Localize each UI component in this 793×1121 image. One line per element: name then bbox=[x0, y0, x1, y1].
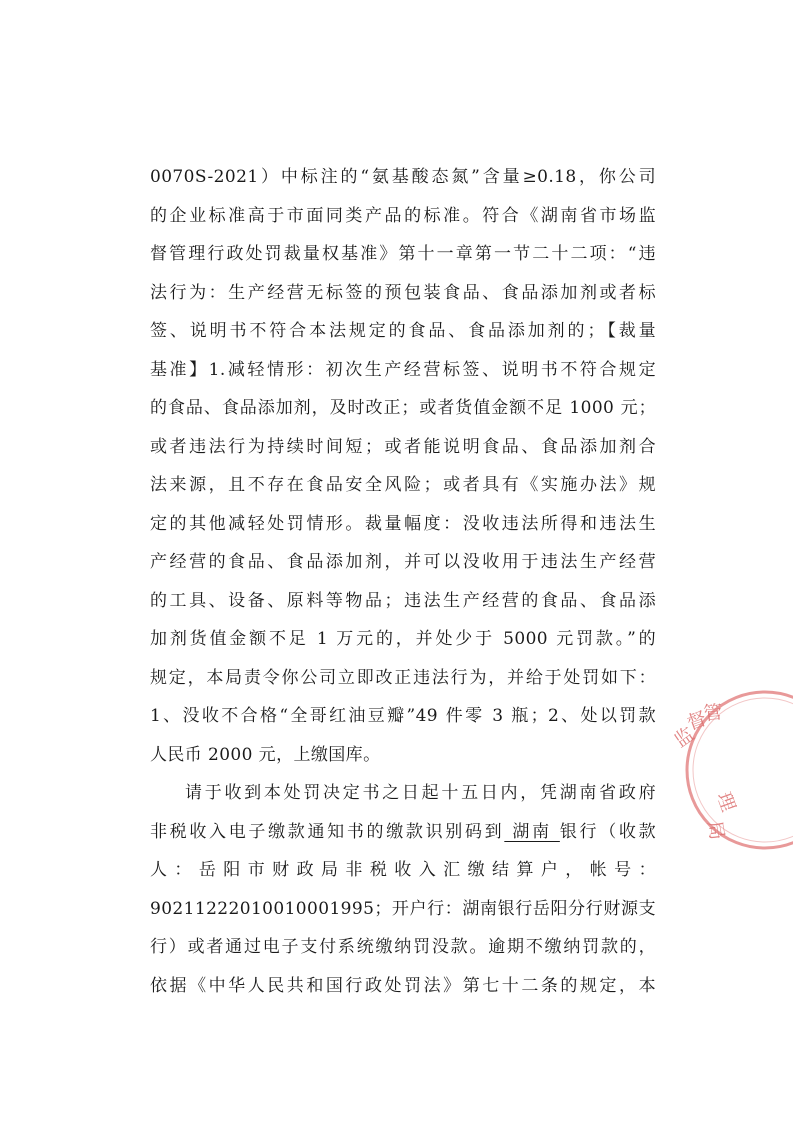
text-line: 基准】1.减轻情形：初次生产经营标签、说明书不符合规定 bbox=[150, 359, 656, 380]
svg-text:督: 督 bbox=[684, 707, 710, 735]
paragraph-penalty-basis bbox=[150, 158, 656, 774]
text-line: 人民币 2000 元，上缴国库。 bbox=[150, 744, 381, 765]
text-segment: 非税收入电子缴款通知书的缴款识别码到 bbox=[150, 821, 505, 842]
document-body bbox=[150, 158, 656, 1005]
svg-text:监: 监 bbox=[670, 723, 699, 753]
svg-text:局: 局 bbox=[703, 819, 729, 842]
text-line: 人：岳阳市财政局非税收入汇缴结算户，帐号： bbox=[150, 860, 656, 880]
text-line: 加剂货值金额不足 1 万元的，并处少于 5000 元罚款。”的 bbox=[150, 629, 656, 649]
svg-text:理: 理 bbox=[712, 789, 740, 815]
text-line: 依据《中华人民共和国行政处罚法》第七十二条的规定，本 bbox=[150, 975, 656, 996]
text-line: 的食品、食品添加剂，及时改正；或者货值金额不足 1000 元； bbox=[150, 398, 656, 418]
text-line: 行）或者通过电子支付系统缴纳罚没款。逾期不缴纳罚款的， bbox=[150, 937, 656, 957]
text-line: 请于收到本处罚决定书之日起十五日内，凭湖南省政府 bbox=[185, 783, 656, 803]
text-segment: 银行（收款 bbox=[559, 821, 656, 842]
seal-stamp-icon bbox=[660, 690, 793, 860]
official-seal bbox=[660, 690, 793, 860]
text-line: 90211222010010001995；开户行：湖南银行岳阳分行财源支 bbox=[150, 898, 656, 919]
text-line: 0070S-2021）中标注的“氨基酸态氮”含量≥0.18，你公司 bbox=[150, 167, 656, 187]
text-line: 督管理行政处罚裁量权基准》第十一章第一节二十二项：“违 bbox=[150, 244, 656, 264]
text-line: 法行为：生产经营无标签的预包装食品、食品添加剂或者标 bbox=[150, 282, 656, 303]
text-line: 签、说明书不符合本法规定的食品、食品添加剂的；【裁量 bbox=[150, 321, 656, 341]
text-line: 规定，本局责令你公司立即改正违法行为，并给于处罚如下： bbox=[150, 667, 656, 688]
text-line: 1、没收不合格“全哥红油豆瓣”49 件零 3 瓶；2、处以罚款 bbox=[150, 706, 656, 726]
text-line: 或者违法行为持续时间短；或者能说明食品、食品添加剂合 bbox=[150, 436, 656, 457]
text-line: 的企业标准高于市面同类产品的标准。符合《湖南省市场监 bbox=[150, 205, 656, 226]
text-line bbox=[150, 813, 656, 852]
text-line: 产经营的食品、食品添加剂，并可以没收用于违法生产经营 bbox=[150, 552, 656, 572]
bank-name: 湖南 bbox=[504, 821, 560, 842]
text-line: 的工具、设备、原料等物品；违法生产经营的食品、食品添 bbox=[150, 590, 656, 611]
svg-text:管: 管 bbox=[702, 701, 724, 725]
text-line: 法来源，且不存在食品安全风险；或者具有《实施办法》规 bbox=[150, 475, 656, 495]
paragraph-payment-instructions bbox=[150, 774, 656, 1005]
text-line: 定的其他减轻处罚情形。裁量幅度：没收违法所得和违法生 bbox=[150, 513, 656, 534]
